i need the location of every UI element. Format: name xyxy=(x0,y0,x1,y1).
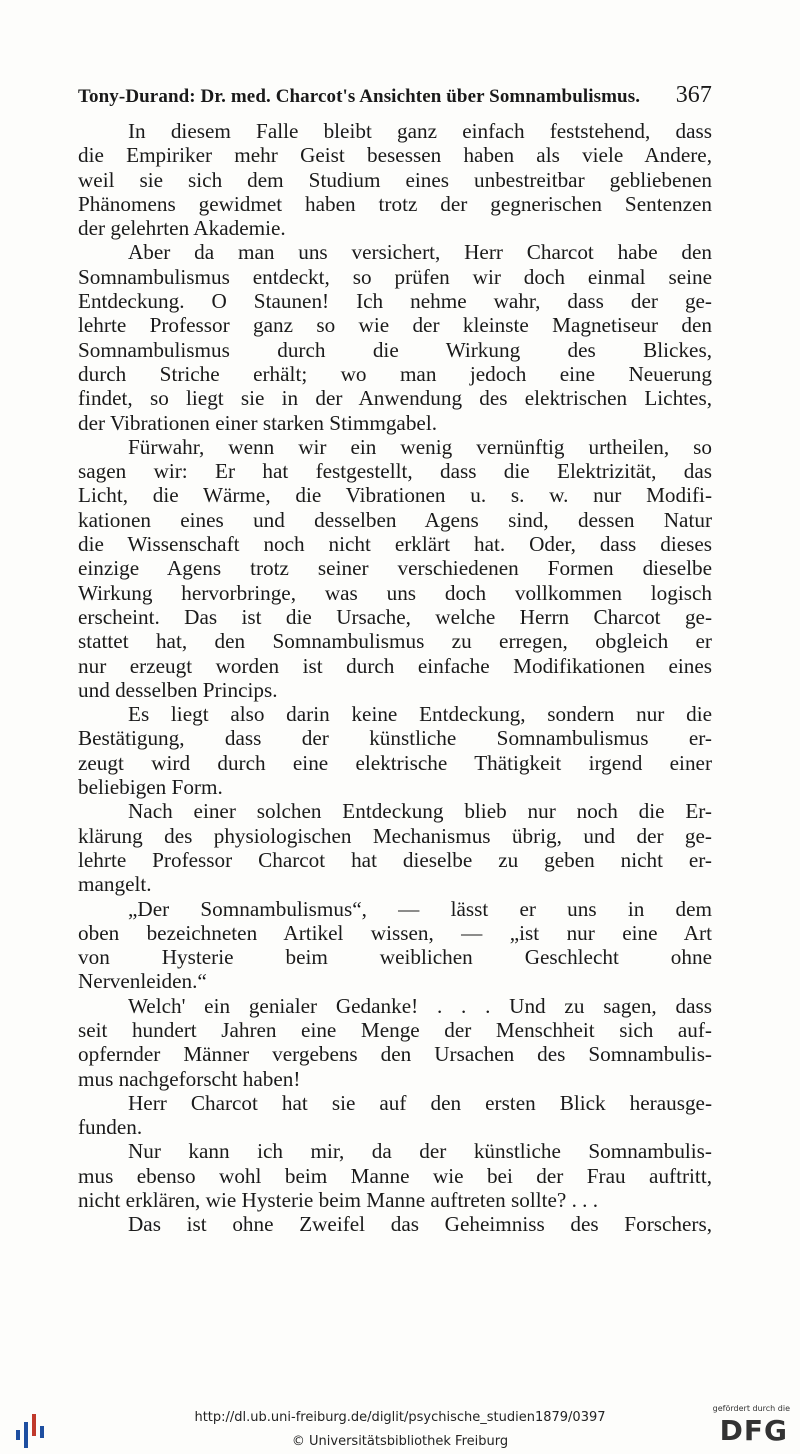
text-line: beliebigen Form. xyxy=(78,775,223,800)
text-line: einzige Agens trotz seiner verschiedenen Formen dieselbe xyxy=(78,556,712,581)
source-url[interactable]: http://dl.ub.uni-freiburg.de/diglit/psychische_studien1879/0397 xyxy=(194,1410,606,1425)
text-line: Herr Charcot hat sie auf den ersten Blick herausge- xyxy=(128,1090,712,1115)
text-line: Somnambulismus entdeckt, so prüfen wir doch einmal seine xyxy=(78,264,712,289)
text-line: erscheint. Das ist die Ursache, welche Herrn Charcot ge- xyxy=(78,604,712,629)
text-line: lehrte Professor ganz so wie der kleinste Magnetiseur den xyxy=(78,313,712,338)
text-line: Welch' ein genialer Gedanke! . . . Und zu sagen, dass xyxy=(128,993,712,1018)
text-line: seit hundert Jahren eine Menge der Menschheit sich auf- xyxy=(78,1017,712,1042)
text-line: die Wissenschaft noch nicht erklärt hat. Oder, dass dieses xyxy=(78,532,712,557)
text-line: funden. xyxy=(78,1115,143,1140)
text-line: „Der Somnambulismus“, — lässt er uns in dem xyxy=(128,896,712,921)
text-line: kationen eines und desselben Agens sind, dessen Natur xyxy=(78,507,712,532)
body-text xyxy=(78,119,712,1237)
text-line: Nach einer solchen Entdeckung blieb nur noch die Er- xyxy=(128,799,712,824)
text-line: mus nachgeforscht haben! xyxy=(78,1066,301,1091)
text-line: Phänomens gewidmet haben trotz der gegnerischen Sentenzen xyxy=(78,191,712,216)
running-head-title: Tony-Durand: Dr. med. Charcot's Ansichten über Somnambulismus. xyxy=(78,86,641,107)
text-line: der Vibrationen einer starken Stimmgabel. xyxy=(78,410,438,435)
copyright-notice: © Universitätsbibliothek Freiburg xyxy=(291,1434,509,1449)
text-line: und desselben Princips. xyxy=(78,677,278,702)
page-number: 367 xyxy=(675,82,712,108)
text-line: lehrte Professor Charcot hat dieselbe zu geben nicht er- xyxy=(78,847,712,872)
text-line: weil sie sich dem Studium eines unbestreitbar gebliebenen xyxy=(78,167,712,192)
text-line: Entdeckung. O Staunen! Ich nehme wahr, dass der ge- xyxy=(78,289,712,314)
text-line: Es liegt also darin keine Entdeckung, sondern nur die xyxy=(128,702,712,727)
text-line: durch Striche erhält; wo man jedoch eine Neuerung xyxy=(78,361,712,386)
page-footer xyxy=(0,1398,800,1454)
text-line: klärung des physiologischen Mechanismus übrig, und der ge- xyxy=(78,823,712,848)
text-line: Bestätigung, dass der künstliche Somnambulismus er- xyxy=(78,726,712,751)
text-line: Das ist ohne Zweifel das Geheimniss des Forschers, xyxy=(128,1212,712,1237)
text-line: sagen wir: Er hat festgestellt, dass die Elektrizität, das xyxy=(78,459,712,484)
text-line: stattet hat, den Somnambulismus zu erregen, obgleich er xyxy=(78,629,712,654)
text-line: mangelt. xyxy=(78,872,152,897)
text-line: opfernder Männer vergebens den Ursachen des Somnambulis- xyxy=(78,1042,712,1067)
text-line: von Hysterie beim weiblichen Geschlecht ohne xyxy=(78,945,712,970)
dfg-note: gefördert durch die xyxy=(712,1404,790,1413)
text-line: nur erzeugt worden ist durch einfache Modifikationen eines xyxy=(78,653,712,678)
text-line: mus ebenso wohl beim Manne wie bei der Frau auftritt, xyxy=(78,1163,712,1188)
text-line: nicht erklären, wie Hysterie beim Manne auftreten sollte? . . . xyxy=(78,1188,599,1213)
text-line: Licht, die Wärme, die Vibrationen u. s. w. nur Modifi- xyxy=(78,483,712,508)
text-line: Nur kann ich mir, da der künstliche Somnambulis- xyxy=(128,1139,712,1164)
text-line: zeugt wird durch eine elektrische Thätigkeit irgend einer xyxy=(78,750,712,775)
text-line: der gelehrten Akademie. xyxy=(78,216,286,241)
text-line: findet, so liegt sie in der Anwendung des elektrischen Lichtes, xyxy=(78,386,712,411)
text-line: oben bezeichneten Artikel wissen, — „ist nur eine Art xyxy=(78,920,712,945)
book-page xyxy=(78,82,712,1237)
text-line: die Empiriker mehr Geist besessen haben als viele Andere, xyxy=(78,143,712,168)
text-line: Fürwahr, wenn wir ein wenig vernünftig urtheilen, so xyxy=(128,434,712,459)
running-head xyxy=(78,82,712,109)
text-line: In diesem Falle bleibt ganz einfach feststehend, dass xyxy=(128,119,712,143)
text-line: Somnambulismus durch die Wirkung des Blickes, xyxy=(78,337,712,362)
text-line: Wirkung hervorbringe, was uns doch vollkommen logisch xyxy=(78,580,712,605)
text-line: Nervenleiden.“ xyxy=(78,969,207,994)
dfg-logo: DFG xyxy=(719,1414,788,1447)
text-line: Aber da man uns versichert, Herr Charcot habe den xyxy=(128,240,712,265)
